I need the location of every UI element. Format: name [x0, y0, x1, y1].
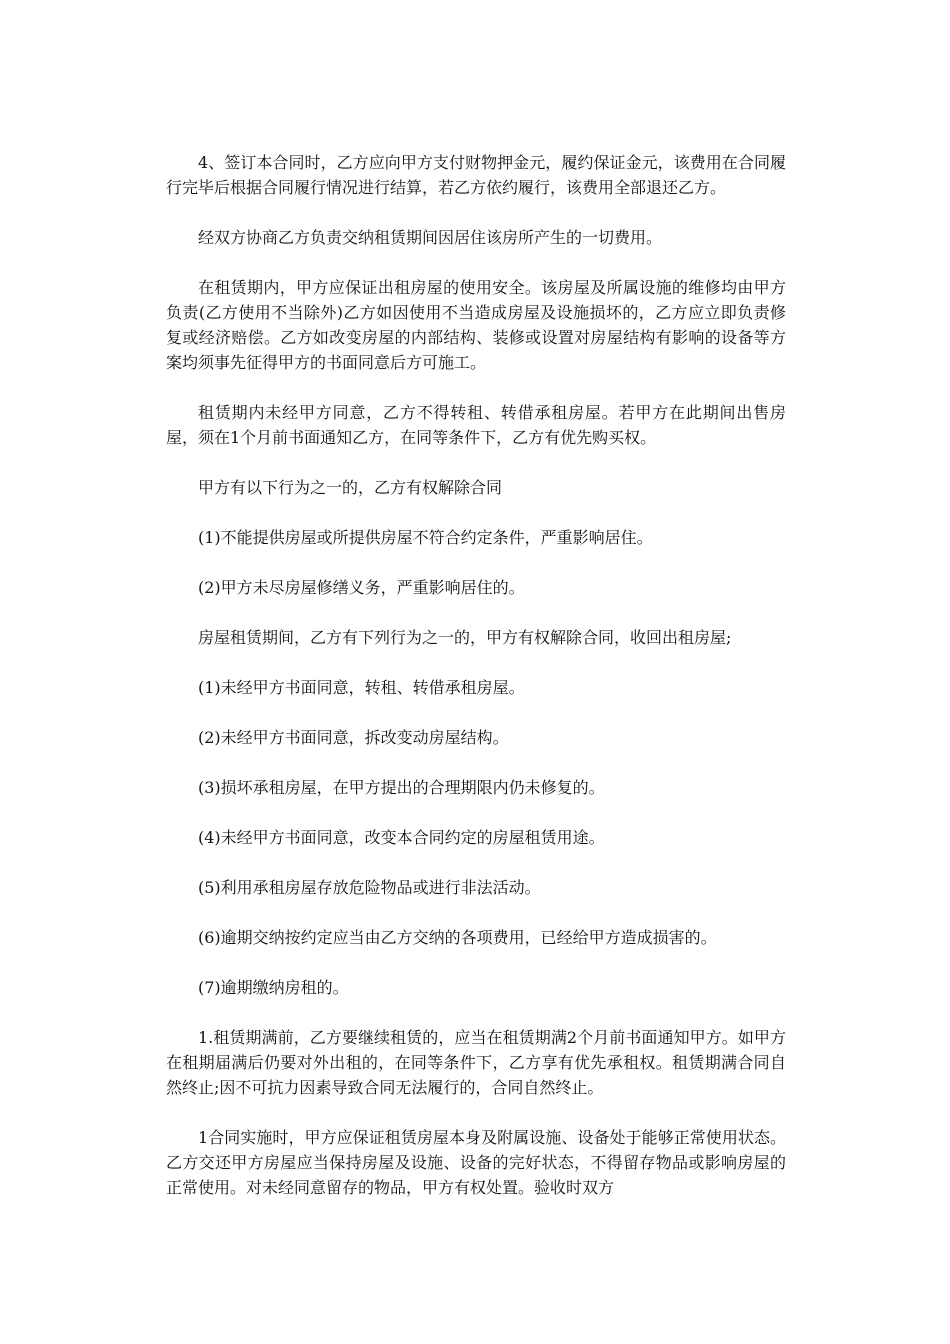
paragraph-handover: 1合同实施时，甲方应保证租赁房屋本身及附属设施、设备处于能够正常使用状态。乙方交还甲方房屋应当保持房屋及设施、设备的完好状态，不得留存物品或影响房屋的正常使用。对未经同意留存的物品，甲方有权处置。验收时双方: [166, 1128, 786, 1197]
list-item: (5)利用承租房屋存放危险物品或进行非法活动。: [198, 878, 541, 897]
paragraph-lease-renewal: 1.租赁期满前，乙方要继续租赁的，应当在租赁期满2个月前书面通知甲方。如甲方在租期届满后仍要对外出租的，在同等条件下，乙方享有优先承租权。租赁期满合同自然终止;因不可抗力因素导致合同无法履行的，合同自然终止。: [166, 1028, 786, 1097]
list-item: (7)逾期缴纳房租的。: [198, 978, 349, 997]
list-item: (3)损坏承租房屋，在甲方提出的合理期限内仍未修复的。: [198, 778, 605, 797]
paragraph-safety-repair: 在租赁期内，甲方应保证出租房屋的使用安全。该房屋及所属设施的维修均由甲方负责(乙方使用不当除外)乙方如因使用不当造成房屋及设施损坏的，乙方应立即负责修复或经济赔偿。乙方如改变房屋的内部结构、装修或设置对房屋结构有影响的设备等方案均须事先征得甲方的书面同意后方可施工。: [166, 278, 786, 372]
paragraph-sublease: 租赁期内未经甲方同意，乙方不得转租、转借承租房屋。若甲方在此期间出售房屋，须在1个月前书面通知乙方，在同等条件下，乙方有优先购买权。: [166, 403, 786, 447]
list-item: (2)未经甲方书面同意，拆改变动房屋结构。: [198, 728, 509, 747]
list-item: (2)甲方未尽房屋修缮义务，严重影响居住的。: [198, 578, 525, 597]
document-body: [166, 150, 786, 1225]
paragraph-tenant-termination-rights: 甲方有以下行为之一的，乙方有权解除合同: [198, 478, 503, 497]
list-item: (1)未经甲方书面同意，转租、转借承租房屋。: [198, 678, 525, 697]
list-item: (1)不能提供房屋或所提供房屋不符合约定条件，严重影响居住。: [198, 528, 653, 547]
paragraph-deposit: 4、签订本合同时，乙方应向甲方支付财物押金元，履约保证金元，该费用在合同履行完毕后根据合同履行情况进行结算，若乙方依约履行，该费用全部退还乙方。: [166, 153, 786, 197]
list-item: (6)逾期交纳按约定应当由乙方交纳的各项费用，已经给甲方造成损害的。: [198, 928, 717, 947]
paragraph-fees: 经双方协商乙方负责交纳租赁期间因居住该房所产生的一切费用。: [198, 228, 663, 247]
list-item: (4)未经甲方书面同意，改变本合同约定的房屋租赁用途。: [198, 828, 605, 847]
paragraph-landlord-termination-rights: 房屋租赁期间，乙方有下列行为之一的，甲方有权解除合同，收回出租房屋;: [198, 628, 732, 647]
